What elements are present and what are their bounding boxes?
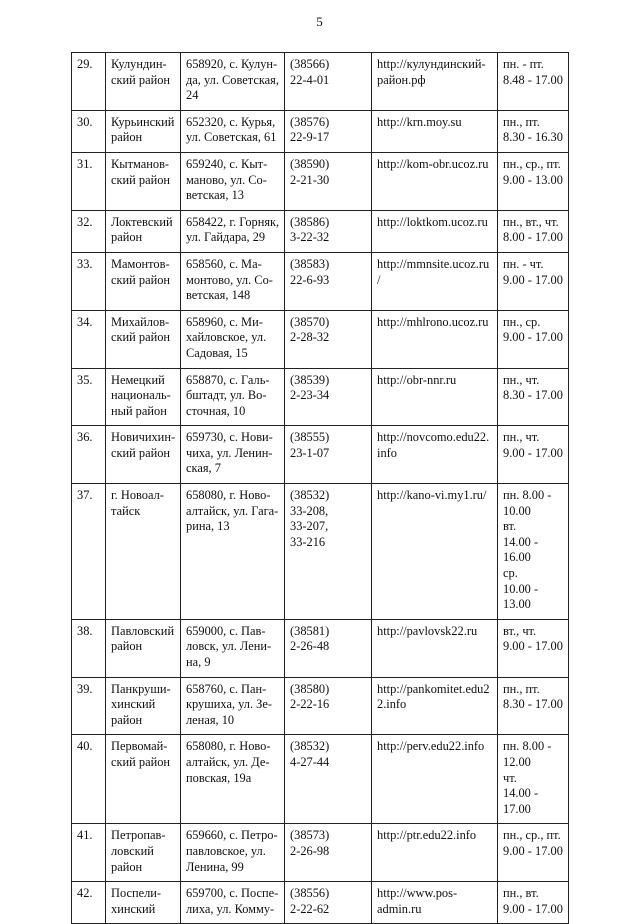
phone: (38586) 3-22-32 <box>285 210 372 252</box>
district-contacts-table <box>71 52 569 924</box>
table-row <box>72 619 569 677</box>
website-link[interactable]: http://kom-obr.ucoz.ru <box>372 152 498 210</box>
table-row <box>72 310 569 368</box>
working-hours: пн., вт., чт. 8.00 - 17.00 <box>498 210 569 252</box>
phone: (38539) 2-23-34 <box>285 368 372 426</box>
table-row <box>72 252 569 310</box>
table-row <box>72 53 569 111</box>
row-number: 38. <box>72 619 106 677</box>
working-hours: пн., пт. 8.30 - 16.30 <box>498 110 569 152</box>
address: 658080, г. Ново- алтайск, ул. Де- повская, 19а <box>181 735 285 824</box>
table-row <box>72 368 569 426</box>
working-hours: пн., чт. 8.30 - 17.00 <box>498 368 569 426</box>
page-number: 5 <box>316 14 323 29</box>
district-name: Михайлов- ский район <box>106 310 181 368</box>
district-name: Панкруши- хинский район <box>106 677 181 735</box>
table-row <box>72 677 569 735</box>
working-hours: пн., ср., пт. 9.00 - 13.00 <box>498 152 569 210</box>
working-hours: пн. 8.00 - 10.00 вт. 14.00 - 16.00 ср. 10.00 - 13.00 <box>498 484 569 620</box>
working-hours: пн., пт. 8.30 - 17.00 <box>498 677 569 735</box>
row-number: 33. <box>72 252 106 310</box>
address: 658080, г. Ново- алтайск, ул. Гага- рина, 13 <box>181 484 285 620</box>
row-number: 37. <box>72 484 106 620</box>
address: 659240, с. Кыт- маново, ул. Со- ветская, 13 <box>181 152 285 210</box>
table-row <box>72 882 569 924</box>
phone: (38583) 22-6-93 <box>285 252 372 310</box>
website-link[interactable]: http://ptr.edu22.info <box>372 824 498 882</box>
working-hours: пн., ср., пт. 9.00 - 17.00 <box>498 824 569 882</box>
address: 659660, с. Петро- павловское, ул. Ленина, 99 <box>181 824 285 882</box>
phone: (38566) 22-4-01 <box>285 53 372 111</box>
row-number: 32. <box>72 210 106 252</box>
phone: (38532) 33-208, 33-207, 33-216 <box>285 484 372 620</box>
working-hours: пн., вт. 9.00 - 17.00 <box>498 882 569 924</box>
working-hours: пн. - чт. 9.00 - 17.00 <box>498 252 569 310</box>
website-link[interactable]: http://mhlrono.ucoz.ru <box>372 310 498 368</box>
row-number: 42. <box>72 882 106 924</box>
address: 658760, с. Пан- крушиха, ул. Зе- леная, 10 <box>181 677 285 735</box>
working-hours: пн., ср. 9.00 - 17.00 <box>498 310 569 368</box>
phone: (38573) 2-26-98 <box>285 824 372 882</box>
address: 659700, с. Поспе- лиха, ул. Комму- <box>181 882 285 924</box>
district-name: Петропав- ловский район <box>106 824 181 882</box>
address: 659000, с. Пав- ловск, ул. Лени- на, 9 <box>181 619 285 677</box>
table-row <box>72 824 569 882</box>
district-name: Кулундин- ский район <box>106 53 181 111</box>
address: 658422, г. Горняк, ул. Гайдара, 29 <box>181 210 285 252</box>
district-name: Первомай- ский район <box>106 735 181 824</box>
table-row <box>72 426 569 484</box>
table-row <box>72 484 569 620</box>
row-number: 34. <box>72 310 106 368</box>
working-hours: вт., чт. 9.00 - 17.00 <box>498 619 569 677</box>
district-name: Новичихин- ский район <box>106 426 181 484</box>
website-link[interactable]: http://pavlovsk22.ru <box>372 619 498 677</box>
website-link[interactable]: http://obr-nnr.ru <box>372 368 498 426</box>
district-name: Кытманов- ский район <box>106 152 181 210</box>
row-number: 40. <box>72 735 106 824</box>
row-number: 36. <box>72 426 106 484</box>
website-link[interactable]: http://novcomo.edu22. info <box>372 426 498 484</box>
working-hours: пн., чт. 9.00 - 17.00 <box>498 426 569 484</box>
website-link[interactable]: http://loktkom.ucoz.ru <box>372 210 498 252</box>
address: 658560, с. Ма- монтово, ул. Со- ветская, 148 <box>181 252 285 310</box>
website-link[interactable]: http://krn.moy.su <box>372 110 498 152</box>
website-link[interactable]: http://perv.edu22.info <box>372 735 498 824</box>
table-row <box>72 735 569 824</box>
row-number: 35. <box>72 368 106 426</box>
phone: (38570) 2-28-32 <box>285 310 372 368</box>
website-link[interactable]: http://mmnsite.ucoz.ru / <box>372 252 498 310</box>
phone: (38556) 2-22-62 <box>285 882 372 924</box>
working-hours: пн. 8.00 - 12.00 чт. 14.00 - 17.00 <box>498 735 569 824</box>
district-name: Курьинский район <box>106 110 181 152</box>
district-name: Локтевский район <box>106 210 181 252</box>
address: 652320, с. Курья, ул. Советская, 61 <box>181 110 285 152</box>
district-name: Поспели- хинский <box>106 882 181 924</box>
phone: (38576) 22-9-17 <box>285 110 372 152</box>
table-row <box>72 152 569 210</box>
website-link[interactable]: http://www.pos- admin.ru <box>372 882 498 924</box>
district-name: Павловский район <box>106 619 181 677</box>
phone: (38581) 2-26-48 <box>285 619 372 677</box>
phone: (38555) 23-1-07 <box>285 426 372 484</box>
address: 658960, с. Ми- хайловское, ул. Садовая, 15 <box>181 310 285 368</box>
website-link[interactable]: http://кулундинский- район.рф <box>372 53 498 111</box>
district-name: Мамонтов- ский район <box>106 252 181 310</box>
row-number: 39. <box>72 677 106 735</box>
website-link[interactable]: http://pankomitet.edu2 2.info <box>372 677 498 735</box>
address: 659730, с. Нови- чиха, ул. Ленин- ская, 7 <box>181 426 285 484</box>
address: 658920, с. Кулун- да, ул. Советская, 24 <box>181 53 285 111</box>
phone: (38590) 2-21-30 <box>285 152 372 210</box>
district-name: Немецкий националь- ный район <box>106 368 181 426</box>
row-number: 30. <box>72 110 106 152</box>
table-row <box>72 110 569 152</box>
row-number: 29. <box>72 53 106 111</box>
phone: (38580) 2-22-16 <box>285 677 372 735</box>
website-link[interactable]: http://kano-vi.my1.ru/ <box>372 484 498 620</box>
working-hours: пн. - пт. 8.48 - 17.00 <box>498 53 569 111</box>
table-body <box>72 53 569 924</box>
table-row <box>72 210 569 252</box>
address: 658870, с. Галь- бштадт, ул. Во- сточная, 10 <box>181 368 285 426</box>
row-number: 41. <box>72 824 106 882</box>
row-number: 31. <box>72 152 106 210</box>
district-name: г. Новоал- тайск <box>106 484 181 620</box>
phone: (38532) 4-27-44 <box>285 735 372 824</box>
